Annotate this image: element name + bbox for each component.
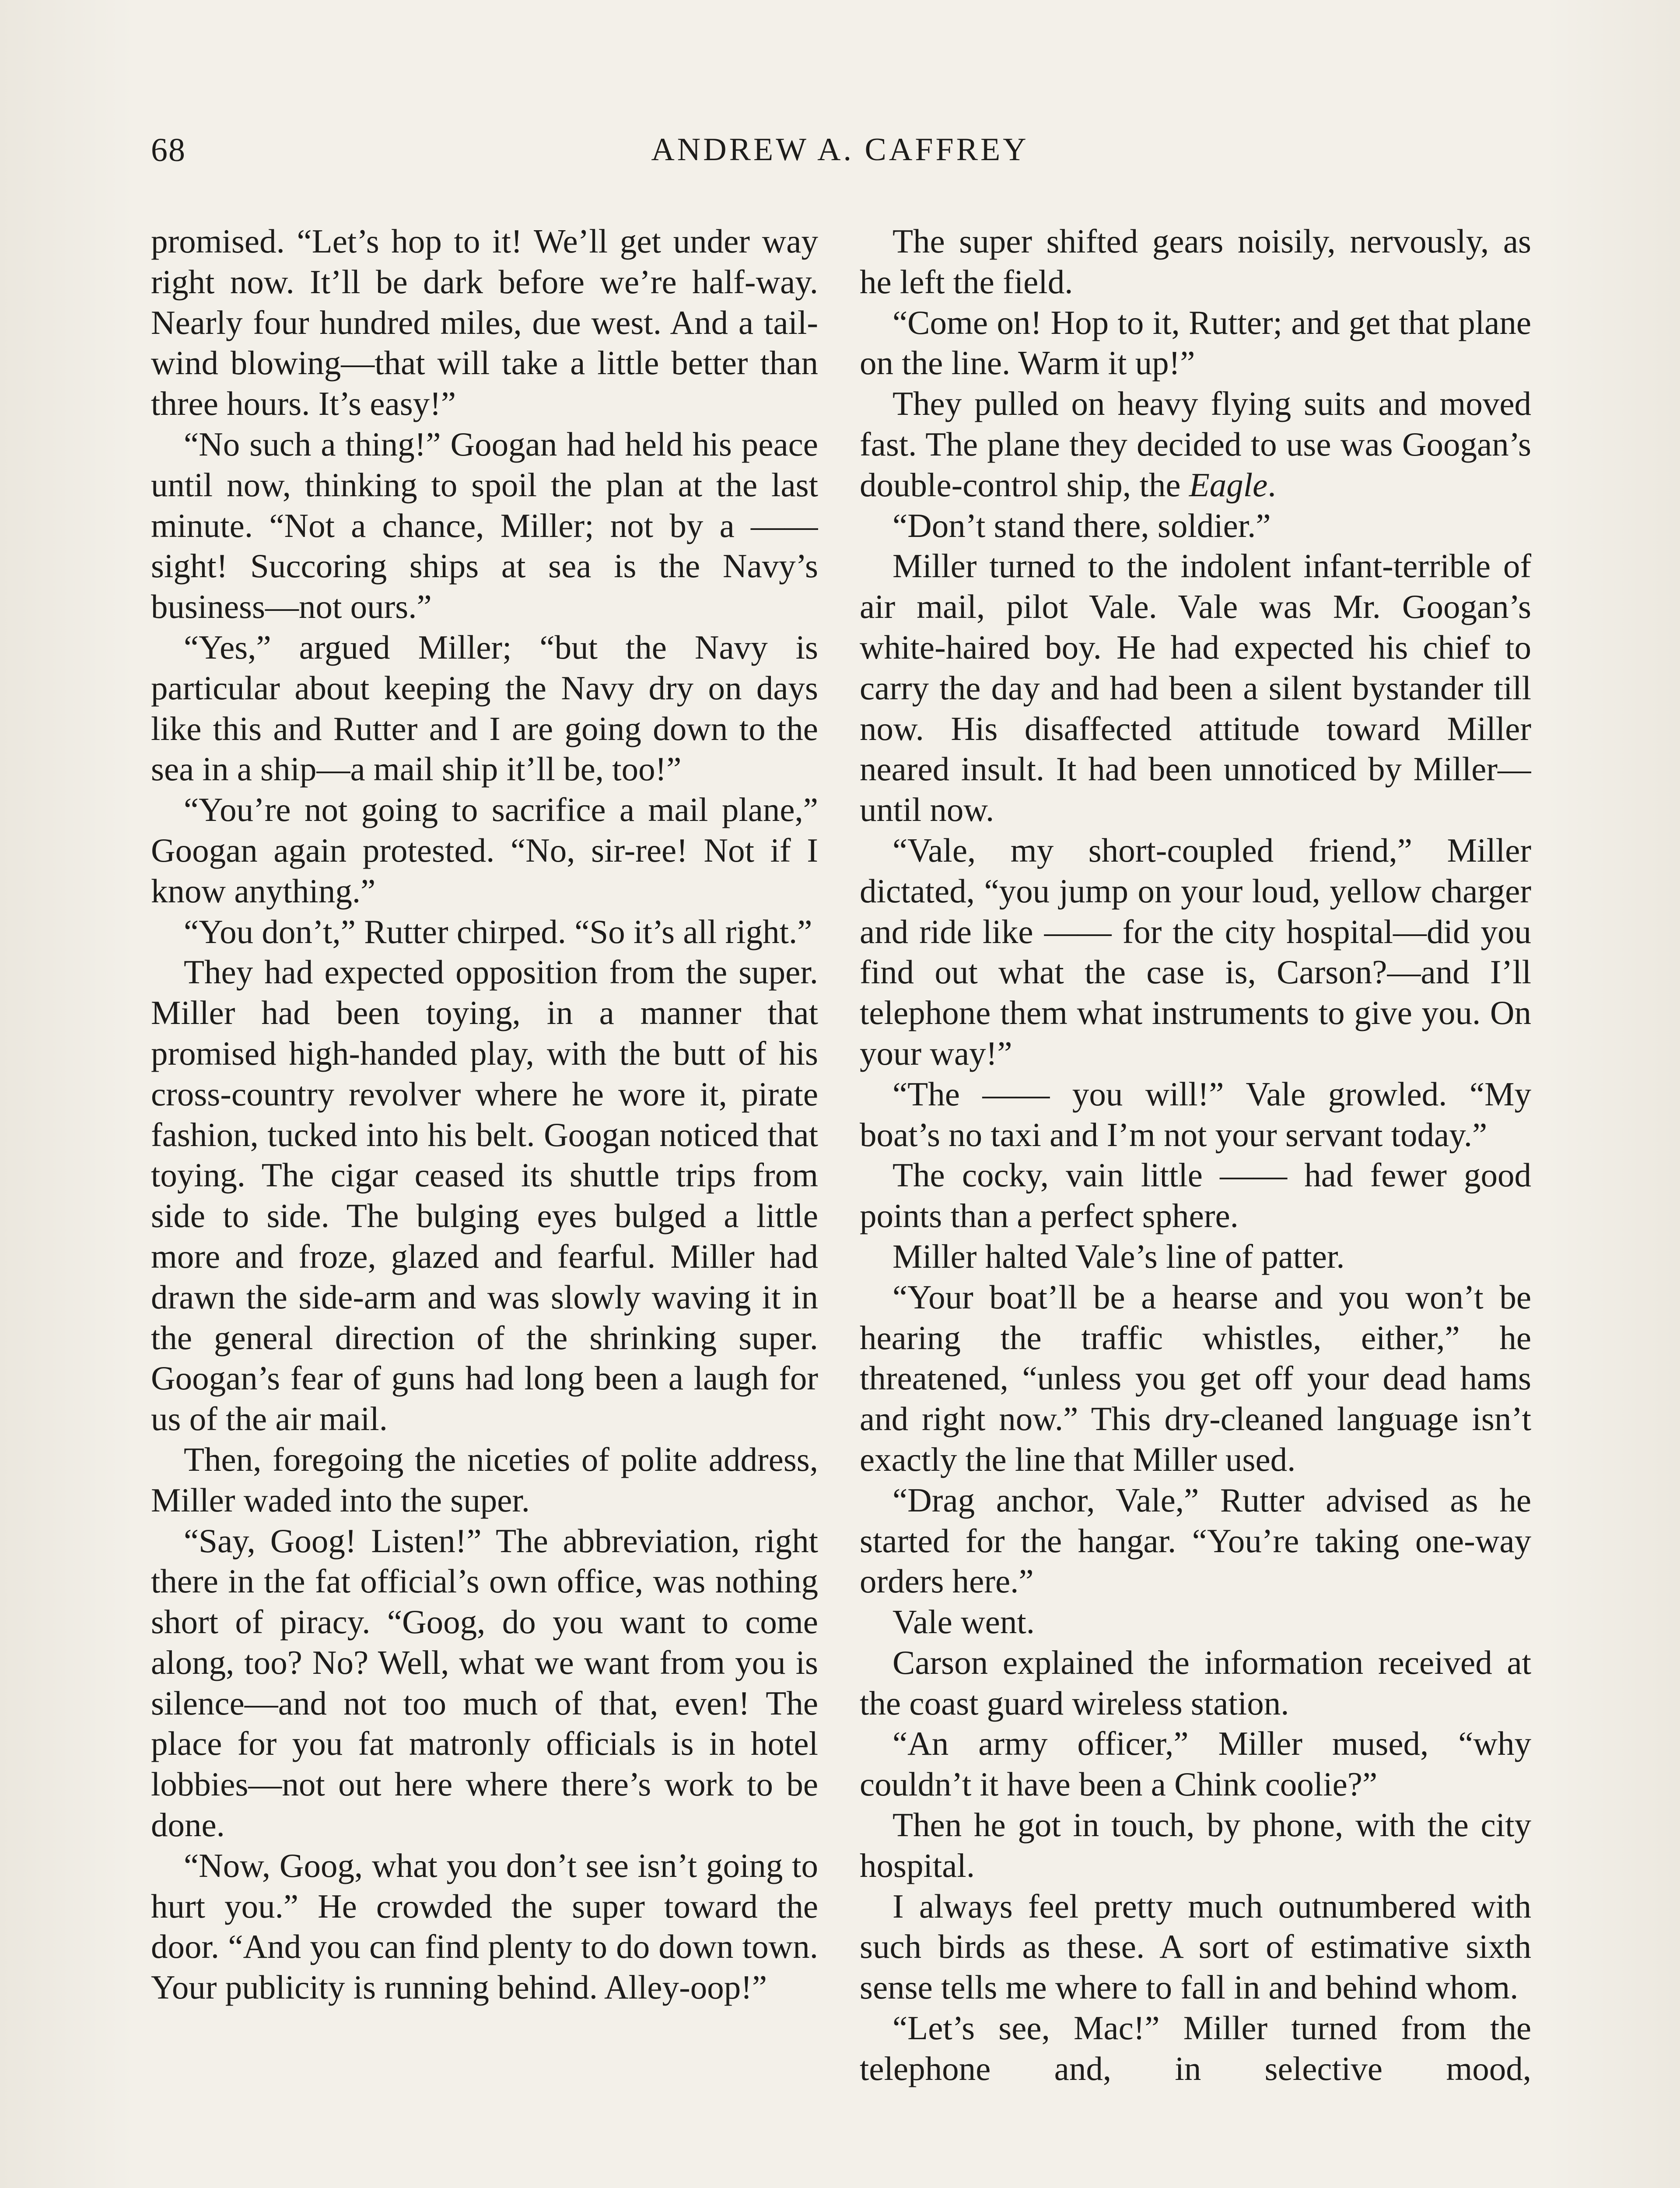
paragraph: “Vale, my short-coupled friend,” Miller dictated, “you jump on your loud, yellow charger and ride like —— for the city hospital—did you find out what the case is, Carson?—and I’ll telephone them what instruments to give you. On your way!” — [860, 831, 1531, 1072]
paragraph: “No such a thing!” Googan had held his peace until now, thinking to spoil the plan at the last minute. “Not a chance, Miller; not by a —— sight! Succoring ships at sea is the Navy’s business—not ours.” — [151, 425, 818, 626]
paragraph: “Say, Goog! Listen!” The abbreviation, right there in the fat official’s own office, was nothing short of piracy. “Goog, do you want to come along, too? No? Well, what we want from you is silence—and not too much of that, even! The place for you fat matronly officials is in hotel lobbies—not out here where there’s work to be done. — [151, 1522, 818, 1844]
text-column-left — [151, 221, 818, 2188]
ship-name-italic: Eagle — [1189, 466, 1268, 504]
paragraph: “You don’t,” Rutter chirped. “So it’s all right.” — [184, 912, 812, 950]
paragraph: Vale went. — [892, 1603, 1035, 1641]
paragraph: I always feel pretty much outnumbered with such birds as these. A sort of estimative sixth sense tells me where to fall in and behind whom. — [860, 1887, 1531, 2006]
paragraph — [860, 383, 1531, 505]
paragraph-text: They pulled on heavy flying suits and moved fast. The plane they decided to use was Googan’s double-control ship, the — [860, 385, 1531, 504]
paragraph: They had expected opposition from the super. Miller had been toying, in a manner that promised high-handed play, with the butt of his cross-country revolver where he wore it, pirate fashion, tucked into his belt. Googan noticed that toying. The cigar ceased its shuttle trips from side to side. The bulging eyes bulged a little more and froze, glazed and fearful. Miller had drawn the side-arm and was slowly waving it in the general direction of the shrinking super. Googan’s fear of guns had long been a laugh for us of the air mail. — [151, 953, 818, 1438]
paragraph-end: . — [1267, 466, 1276, 504]
paragraph: “Don’t stand there, soldier.” — [892, 506, 1271, 544]
paragraph: Carson explained the information received at the coast guard wireless station. — [860, 1643, 1531, 1722]
paragraph: “Yes,” argued Miller; “but the Navy is particular about keeping the Navy dry on days like this and Rutter and I are going down to the sea in a ship—a mail ship it’ll be, too!” — [151, 628, 818, 788]
running-head-author: ANDREW A. CAFFREY — [651, 132, 1029, 168]
paragraph: Miller halted Vale’s line of patter. — [892, 1237, 1345, 1275]
paragraph: “Drag anchor, Vale,” Rutter advised as he started for the hangar. “You’re taking one-way orders here.” — [860, 1481, 1531, 1600]
paragraph: Miller turned to the indolent infant-terrible of air mail, pilot Vale. Vale was Mr. Googan’s white-haired boy. He had expected his chief to carry the day and had been a silent bystander till now. His disaffected attitude toward Miller neared insult. It had been unnoticed by Miller—until now. — [860, 547, 1531, 829]
page-number: 68 — [151, 132, 186, 168]
paragraph: “You’re not going to sacrifice a mail plane,” Googan again protested. “No, sir-ree! Not if I know anything.” — [151, 791, 818, 910]
paragraph: “Now, Goog, what you don’t see isn’t going to hurt you.” He crowded the super toward the door. “And you can find plenty to do down town. Your publicity is running behind. Alley-oop!” — [151, 1846, 818, 2006]
paragraph: “Let’s see, Mac!” Miller turned from the telephone and, in selective mood, — [860, 2009, 1531, 2087]
page-header — [151, 131, 1529, 179]
paragraph: The super shifted gears noisily, nervously, as he left the field. — [860, 222, 1531, 301]
paragraph: The cocky, vain little —— had fewer good points than a perfect sphere. — [860, 1156, 1531, 1235]
paragraph: Then he got in touch, by phone, with the city hospital. — [860, 1806, 1531, 1884]
paragraph: “Come on! Hop to it, Rutter; and get that plane on the line. Warm it up!” — [860, 303, 1531, 382]
paragraph: Then, foregoing the niceties of polite address, Miller waded into the super. — [151, 1440, 818, 1519]
paragraph: promised. “Let’s hop to it! We’ll get under way right now. It’ll be dark before we’re half-way. Nearly four hundred miles, due west. And a tail-wind blowing—that will take a little better than three hours. It’s easy!” — [151, 222, 818, 423]
paragraph: “The —— you will!” Vale growled. “My boat’s no taxi and I’m not your servant today.” — [860, 1075, 1531, 1154]
paragraph: “An army officer,” Miller mused, “why couldn’t it have been a Chink coolie?” — [860, 1725, 1531, 1803]
text-column-right — [860, 221, 1531, 2188]
paragraph: “Your boat’ll be a hearse and you won’t be hearing the traffic whistles, either,” he threatened, “unless you get off your dead hams and right now.” This dry-cleaned language isn’t exactly the line that Miller used. — [860, 1278, 1531, 1478]
